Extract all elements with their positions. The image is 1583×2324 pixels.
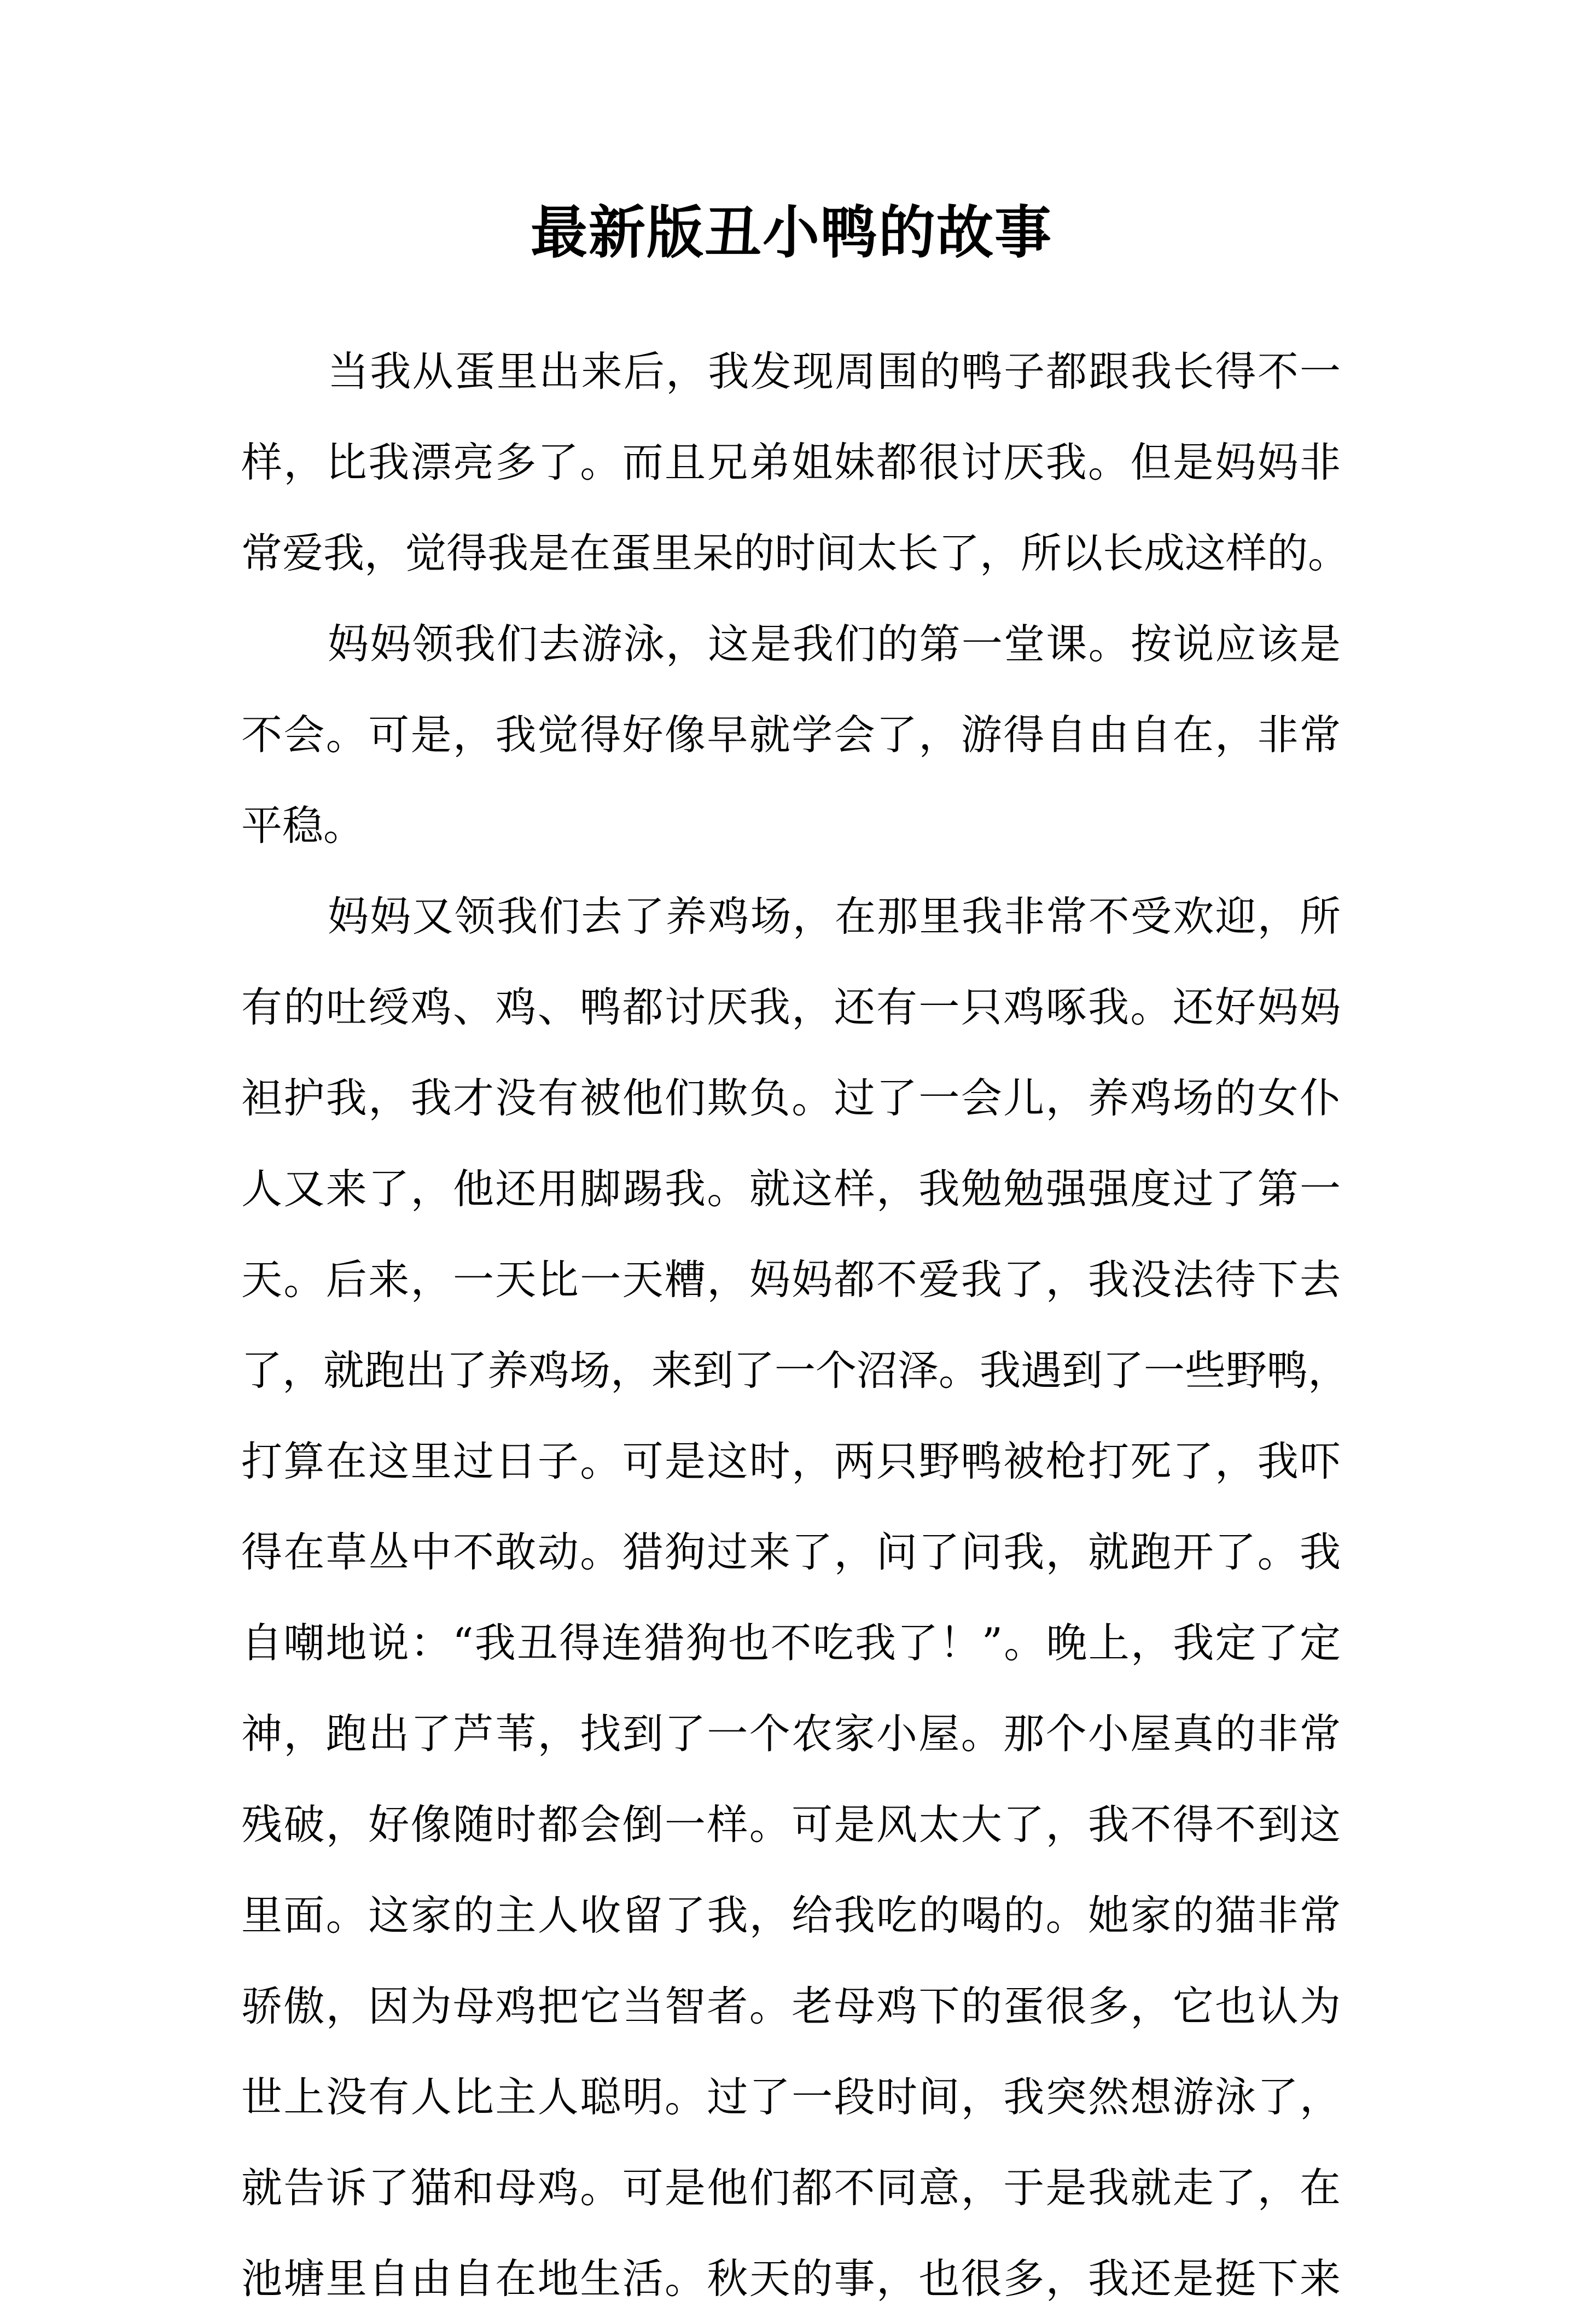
text-line: 妈妈领我们去游泳，这是我们的第一堂课。按说应该是 xyxy=(328,620,1341,668)
text-line: 当我从蛋里出来后，我发现周围的鸭子都跟我长得不一 xyxy=(328,347,1341,396)
text-line: 平稳。 xyxy=(241,801,365,850)
text-line: 自嘲地说：“我丑得连猎狗也不吃我了！”。晚上，我定了定 xyxy=(241,1619,1341,1667)
text-line: 残破，好像随时都会倒一样。可是风太大了，我不得不到这 xyxy=(241,1800,1341,1849)
text-line: 人又来了，他还用脚踢我。就这样，我勉勉强强度过了第一 xyxy=(241,1165,1341,1213)
text-line: 袒护我，我才没有被他们欺负。过了一会儿，养鸡场的女仆 xyxy=(241,1074,1341,1122)
text-line: 不会。可是，我觉得好像早就学会了，游得自由自在，非常 xyxy=(241,711,1341,759)
text-line: 妈妈又领我们去了养鸡场，在那里我非常不受欢迎，所 xyxy=(328,892,1341,940)
text-line: 了，就跑出了养鸡场，来到了一个沼泽。我遇到了一些野鸭， xyxy=(241,1346,1349,1395)
text-line: 世上没有人比主人聪明。过了一段时间，我突然想游泳了， xyxy=(241,2073,1341,2121)
text-line: 天。后来，一天比一天糟，妈妈都不爱我了，我没法待下去 xyxy=(241,1256,1341,1304)
text-line: 样，比我漂亮多了。而且兄弟姐妹都很讨厌我。但是妈妈非 xyxy=(241,438,1341,486)
text-line: 骄傲，因为母鸡把它当智者。老母鸡下的蛋很多，它也认为 xyxy=(241,1982,1341,2030)
document-title: 最新版丑小鸭的故事 xyxy=(530,199,1052,266)
text-line: 池塘里自由自在地生活。秋天的事，也很多，我还是挺下来 xyxy=(241,2255,1341,2303)
text-line: 得在草丛中不敢动。猎狗过来了，问了问我，就跑开了。我 xyxy=(241,1528,1341,1576)
text-line: 有的吐绶鸡、鸡、鸭都讨厌我，还有一只鸡啄我。还好妈妈 xyxy=(241,983,1341,1031)
text-line: 神，跑出了芦苇，找到了一个农家小屋。那个小屋真的非常 xyxy=(241,1710,1341,1758)
text-line: 常爱我，觉得我是在蛋里呆的时间太长了，所以长成这样的。 xyxy=(241,529,1349,577)
text-line: 里面。这家的主人收留了我，给我吃的喝的。她家的猫非常 xyxy=(241,1891,1341,1939)
text-line: 打算在这里过日子。可是这时，两只野鸭被枪打死了，我吓 xyxy=(241,1437,1341,1485)
text-line: 就告诉了猫和母鸡。可是他们都不同意，于是我就走了，在 xyxy=(241,2164,1341,2212)
story-body xyxy=(241,326,1349,2324)
